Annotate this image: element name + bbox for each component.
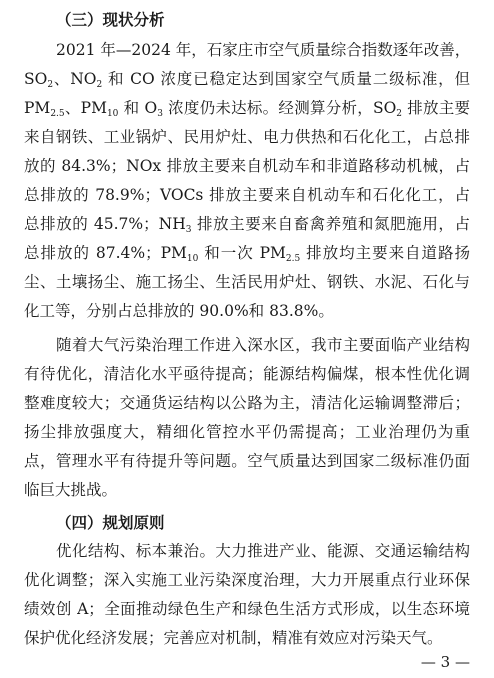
text-line: 尘、土壤扬尘、施工扬尘、生活民用炉灶、钢铁、水泥、石化与 bbox=[24, 273, 470, 291]
text-line: 临巨大挑战。 bbox=[24, 481, 118, 499]
text-line: 来自钢铁、工业锅炉、民用炉灶、电力供热和石化化工，占总排 bbox=[24, 128, 470, 146]
section-heading-status-analysis: （三）现状分析 bbox=[56, 10, 165, 29]
text-line: 点，管理水平有待提升等问题。空气质量达到国家二级标准仍面 bbox=[24, 452, 470, 470]
text-line: 随着大气污染治理工作进入深水区，我市主要面临产业结构 bbox=[56, 336, 470, 354]
text-line: 绩效创 A；全面推动绿色生产和绿色生活方式形成，以生态环境 bbox=[24, 600, 470, 618]
text-line: $PM_{2.5}$、$PM_{10}$ 和 $O_3$ 浓度仍未达标。经测算分析，$SO_2$ 排放主要 bbox=[24, 99, 470, 119]
section-heading-planning-principles: （四）规划原则 bbox=[56, 513, 165, 532]
page-number: — 3 — bbox=[420, 653, 470, 671]
text-line: 总排放的 87.4%；$PM_{10}$ 和一次 $PM_{2.5}$ 排放均主要来自道路扬 bbox=[24, 244, 471, 264]
text-line: 整难度较大；交通货运结构以公路为主，清洁化运输调整滞后； bbox=[24, 394, 470, 412]
text-line: 有待优化，清洁化水平亟待提高；能源结构偏煤，根本性优化调 bbox=[24, 365, 470, 383]
text-line: 化工等，分别占总排放的 90.0%和 83.8%。 bbox=[24, 302, 334, 320]
text-line: 放的 84.3%；NOx 排放主要来自机动车和非道路移动机械，占 bbox=[24, 157, 470, 175]
text-line: 总排放的 78.9%；VOCs 排放主要来自机动车和石化化工，占 bbox=[24, 186, 470, 204]
text-line: 优化结构、标本兼治。大力推进产业、能源、交通运输结构 bbox=[56, 542, 470, 560]
text-line: 2021 年—2024 年，石家庄市空气质量综合指数逐年改善， bbox=[56, 41, 471, 59]
text-line: $SO_2$、$NO_2$ 和 CO 浓度已稳定达到国家空气质量二级标准，但 bbox=[24, 70, 470, 90]
text-line: 优化调整；深入实施工业污染深度治理，大力开展重点行业环保 bbox=[24, 571, 470, 589]
text-line: 扬尘排放强度大，精细化管控水平仍需提高；工业治理仍为重 bbox=[24, 423, 470, 441]
text-line: 保护优化经济发展；完善应对机制，精准有效应对污染天气。 bbox=[24, 629, 443, 647]
text-line: 总排放的 45.7%；$NH_3$ 排放主要来自畜禽养殖和氮肥施用，占 bbox=[24, 215, 471, 235]
